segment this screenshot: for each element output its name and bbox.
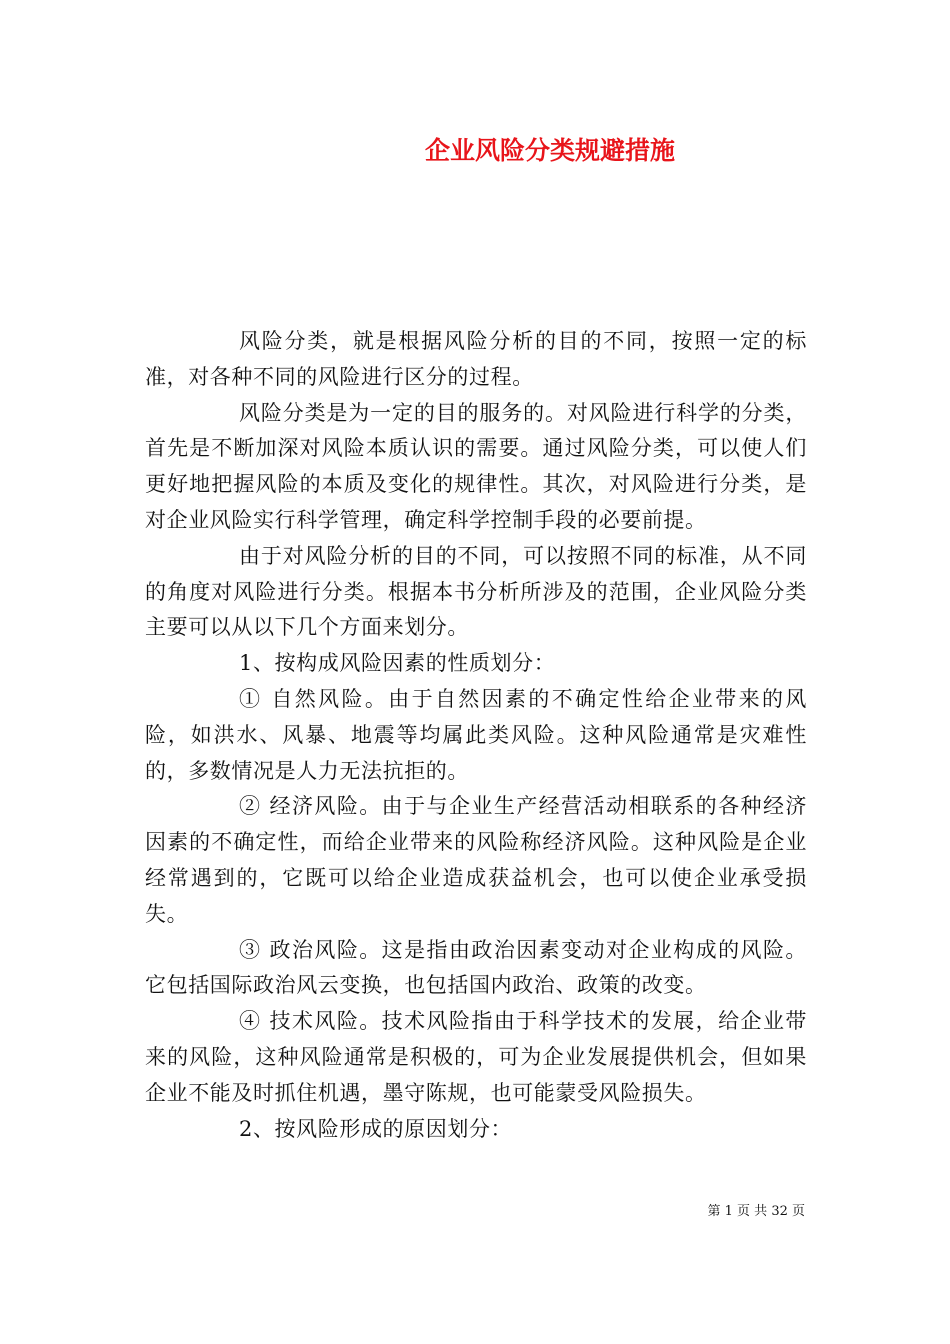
document-body (145, 324, 807, 1147)
paragraph-1: 风险分类，就是根据风险分析的目的不同，按照一定的标准，对各种不同的风险进行区分的过程。 (145, 329, 807, 389)
item-political-risk: ③ 政治风险。这是指由政治因素变动对企业构成的风险。它包括国际政治风云变换，也包括国内政治、政策的改变。 (145, 937, 807, 998)
item-natural-risk: ① 自然风险。由于自然因素的不确定性给企业带来的风险，如洪水、风暴、地震等均属此类风险。这种风险通常是灾难性的，多数情况是人力无法抗拒的。 (145, 686, 807, 783)
section-heading-1: 1、按构成风险因素的性质划分： (239, 651, 556, 676)
paragraph-3: 由于对风险分析的目的不同，可以按照不同的标准，从不同的角度对风险进行分类。根据本书分析所涉及的范围，企业风险分类主要可以从以下几个方面来划分。 (145, 543, 807, 640)
paragraph-2: 风险分类是为一定的目的服务的。对风险进行科学的分类，首先是不断加深对风险本质认识的需要。通过风险分类，可以使人们更好地把握风险的本质及变化的规律性。其次，对风险进行分类，是对企业风险实行科学管理，确定科学控制手段的必要前提。 (145, 400, 807, 532)
section-heading-2: 2、按风险形成的原因划分： (239, 1116, 513, 1141)
item-economic-risk: ② 经济风险。由于与企业生产经营活动相联系的各种经济因素的不确定性，而给企业带来的风险称经济风险。这种风险是企业经常遇到的，它既可以给企业造成获益机会，也可以使企业承受损失。 (145, 794, 807, 926)
document-title: 企业风险分类规避措施 (424, 136, 675, 165)
item-technical-risk: ④ 技术风险。技术风险指由于科学技术的发展，给企业带来的风险，这种风险通常是积极的，可为企业发展提供机会，但如果企业不能及时抓住机遇，墨守陈规，也可能蒙受风险损失。 (145, 1009, 807, 1105)
page-number-footer: 第 1 页 共 32 页 (707, 1204, 805, 1219)
